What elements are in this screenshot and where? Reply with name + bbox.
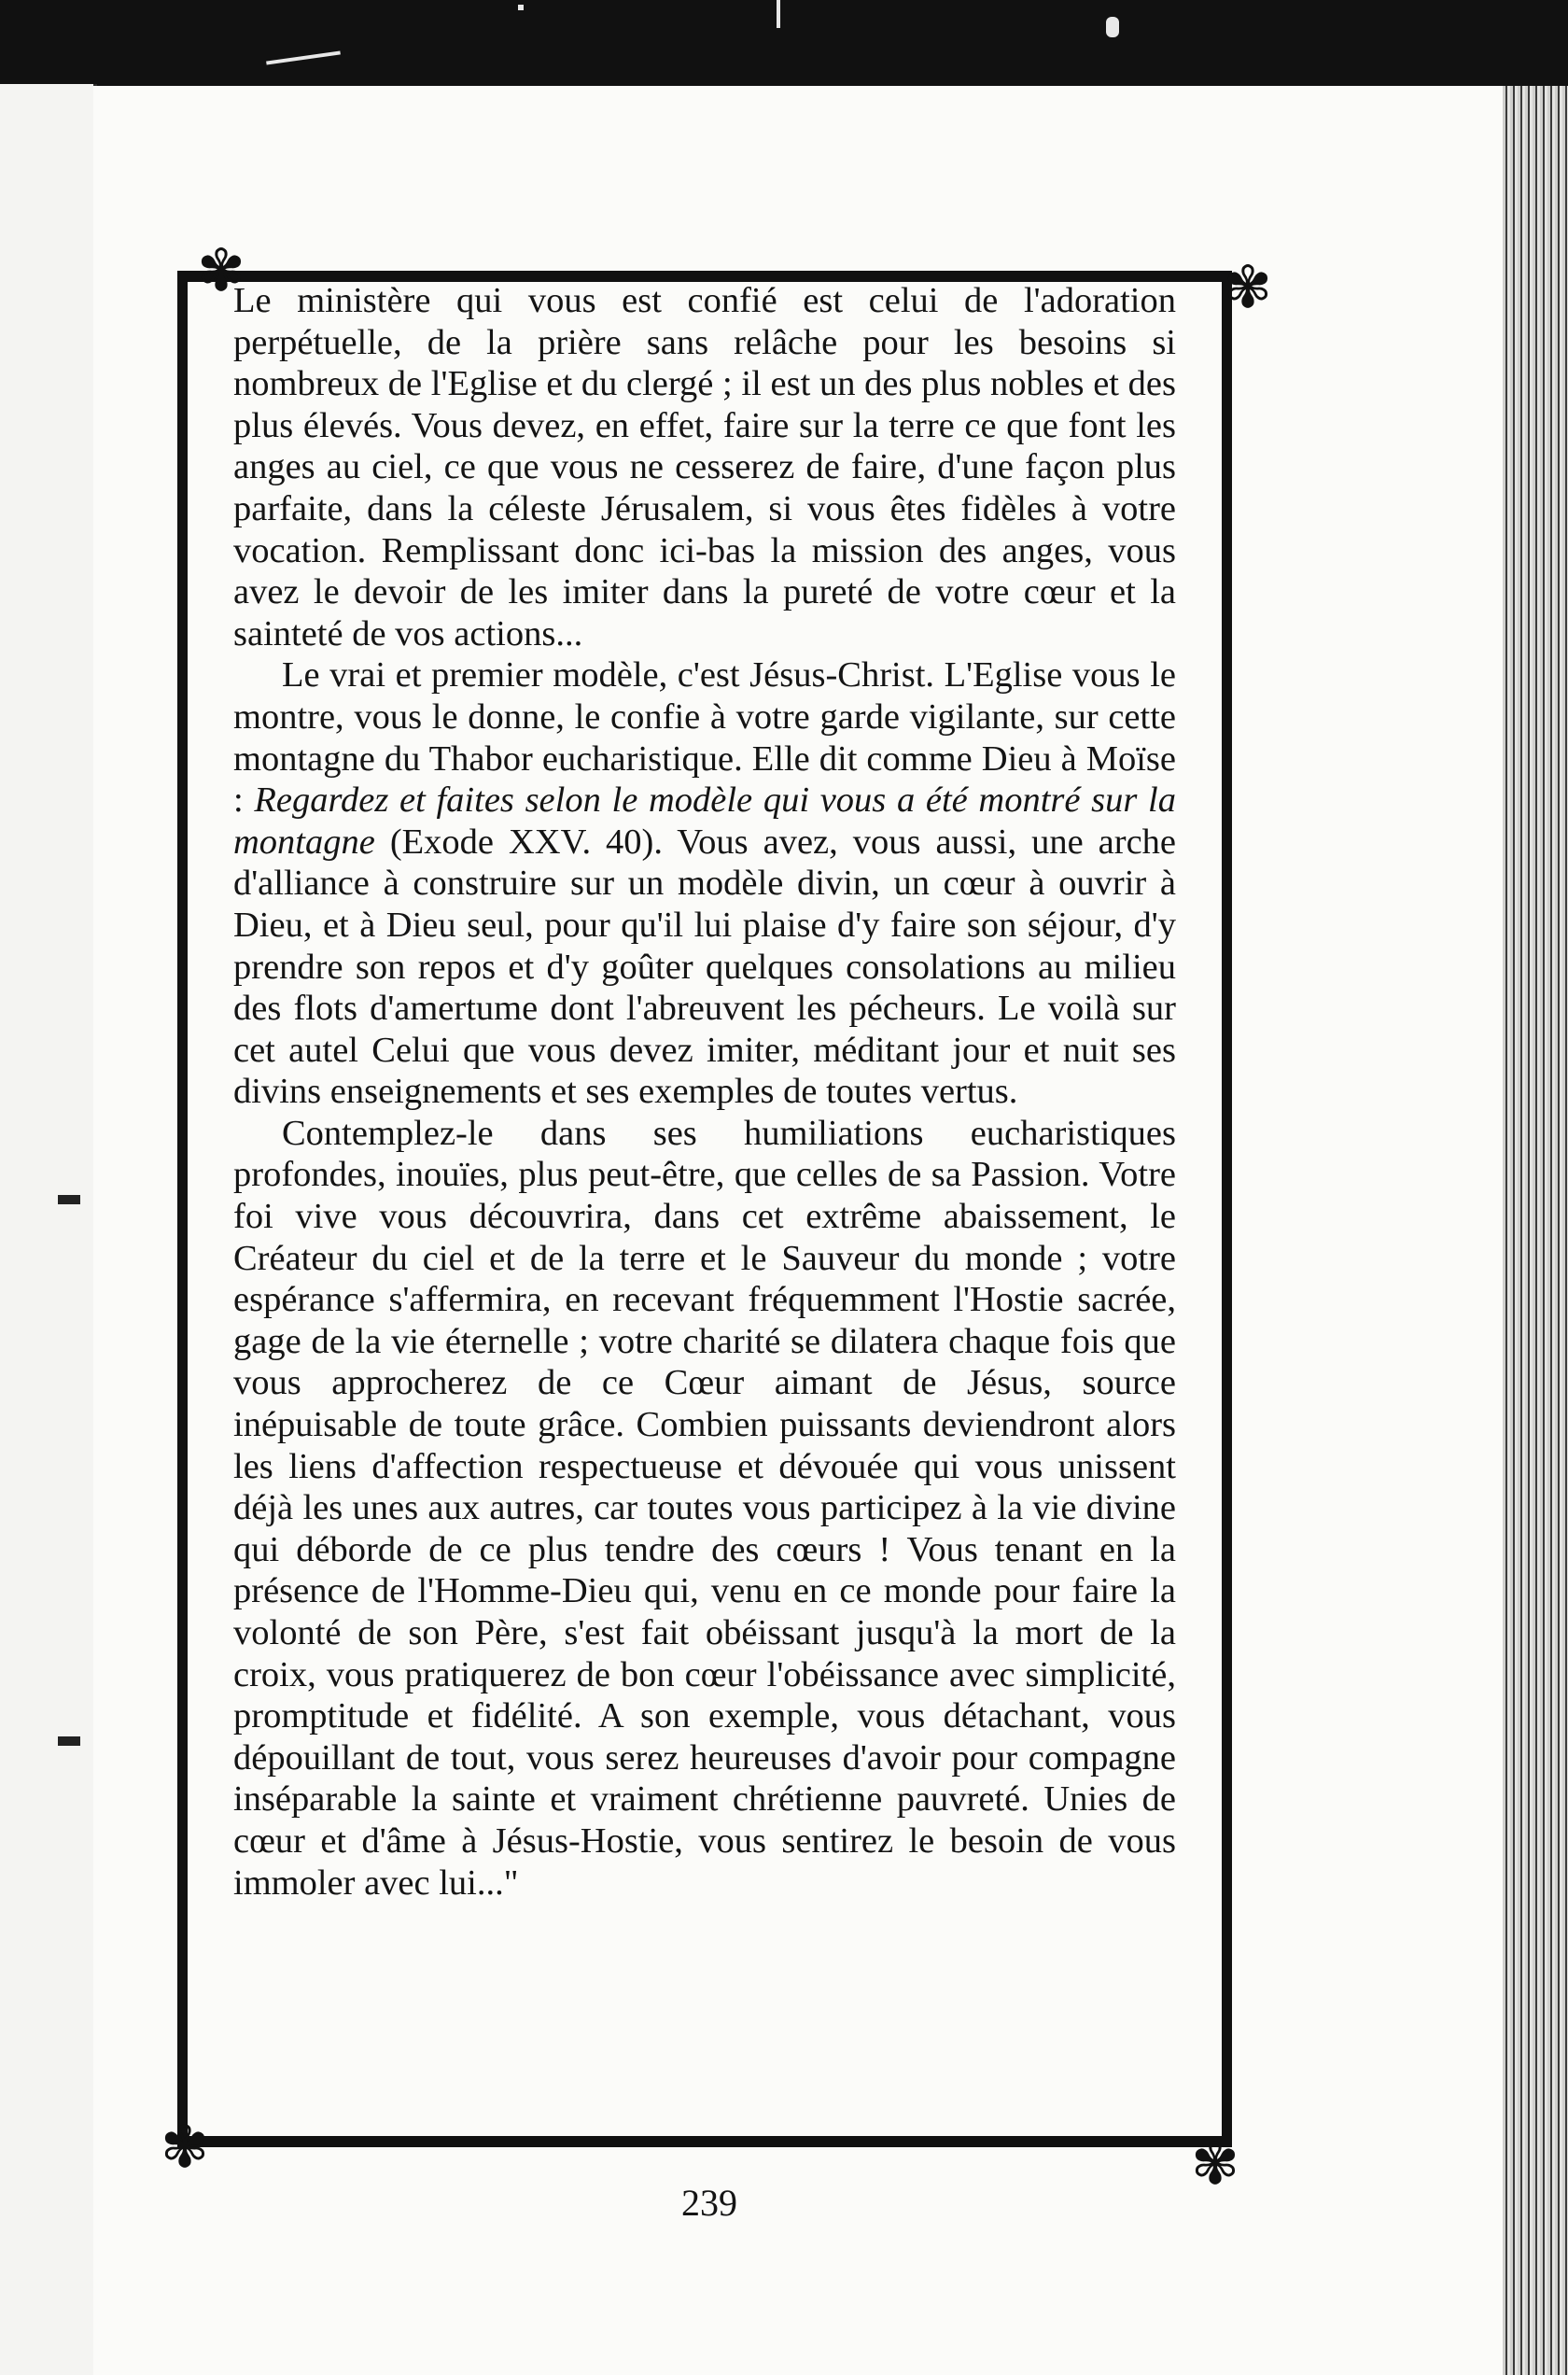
scan-speck [518,5,524,10]
paragraph-3 [233,1113,1176,1904]
body-text [233,280,1176,1904]
flower-ornament-icon: ✾ [1224,253,1272,321]
page-stack-edges [1503,86,1568,2375]
page-tick [58,1736,80,1746]
flower-ornament-icon: ✾ [161,2113,209,2181]
paragraph-1-text: Le ministère qui vous est confié est celui de l'adoration perpétuelle, de la prière sans relâche pour les besoins si nombreux de l'Eglise et du clergé ; il est un des plus nobles et des plus élevés. Vous devez, en effet, faire sur la terre ce que font les anges au ciel, ce que vous ne cesserez de faire, d'une façon plus parfaite, dans la céleste Jérusalem, si vous êtes fidèles à votre vocation. Remplissant donc ici-bas la mission des anges, vous avez le devoir de les imiter dans la pureté de votre cœur et la sainteté de vos actions... [233,281,1176,653]
scan-speck [1106,17,1119,37]
page-tick [58,1195,80,1204]
paragraph-3-text: Contemplez-le dans ses humiliations eucharistiques profondes, inouïes, plus peut-être, que celles de sa Passion. Votre foi vive vous découvrira, dans cet extrême abaissement, le Créateur du ciel et de la terre et le Sauveur du monde ; votre espérance s'affermira, en recevant fréquemment l'Hostie sacrée, gage de la vie éternelle ; votre charité se dilatera chaque fois que vous approcherez de ce Cœur aimant de Jésus, source inépuisable de toute grâce. Combien puissants deviendront alors les liens d'affection respectueuse et dévouée qui vous unissent déjà les unes aux autres, car toutes vous participez à la vie divine qui déborde de ce plus tendre des cœurs ! Vous tenant en la présence de l'Homme-Dieu qui, venu en ce monde pour faire la volonté de son Père, s'est fait obéissant jusqu'à la mort de la croix, vous pratiquerez de bon cœur l'obéissance avec simplicité, promptitude et fidélité. A son exemple, vous détachant, vous dépouillant de tout, vous serez heureuses d'avoir pour compagne inséparable la sainte et vraiment chrétienne pauvreté. Unies de cœur et d'âme à Jésus-Hostie, vous sentirez le besoin de vous immoler avec lui..." [233,1113,1176,1903]
scan-top-margin [0,0,1568,89]
paragraph-1 [233,280,1176,654]
paragraph-2-text: Le vrai et premier modèle, c'est Jésus-Christ. L'Eglise vous le montre, vous le donne, le confie à votre garde vigilante, sur cette montagne du Thabor eucharistique. Elle dit comme Dieu à Moïse : [233,655,1176,821]
paragraph-2-text-cont: (Exode XXV. 40). Vous avez, vous aussi, une arche d'alliance à construire sur un modèle divin, un cœur à ouvrir à Dieu, et à Dieu seul, pour qu'il lui plaise d'y faire son séjour, d'y prendre son repos et d'y goûter quelques consolations au milieu des flots d'amertume dont l'abreuvent les pécheurs. Le voilà sur cet autel Celui que vous devez imiter, méditant jour et nuit ses divins enseignements et ses exemples de toutes vertus. [233,822,1176,1112]
page-number: 239 [681,2182,737,2224]
flower-ornament-icon: ✾ [197,236,245,304]
flower-ornament-icon: ✾ [1191,2129,1239,2198]
scan-speck [777,0,780,28]
facing-page-edge [0,84,97,2375]
scripture-quote: Regardez et faites selon le modèle qui vous a été montré sur la montagne [233,780,1176,862]
paragraph-2 [233,654,1176,1113]
